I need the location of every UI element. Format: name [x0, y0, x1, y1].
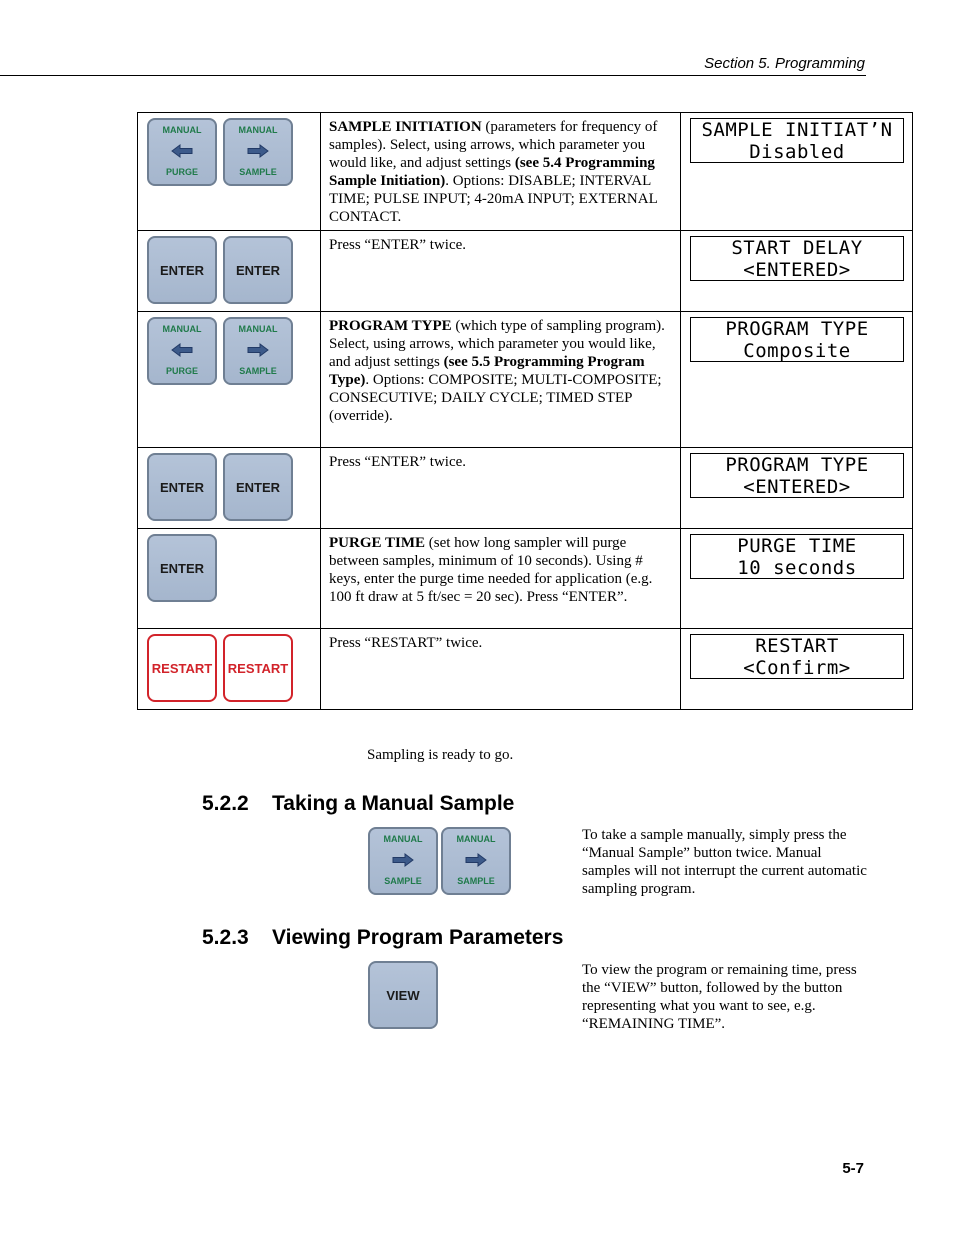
section-body: To view the program or remaining time, press the “VIEW” button, followed by the button representing what you want to see, e.g. “REMAINING TIME”. [582, 962, 857, 1032]
after-table-text: Sampling is ready to go. [367, 747, 514, 763]
key-bottom-label: SAMPLE [457, 876, 495, 886]
view-key[interactable]: VIEW [368, 961, 438, 1029]
manual-purge-key[interactable] [147, 317, 217, 385]
key-top-label: MANUAL [162, 125, 202, 135]
manual-sample-keys [368, 827, 511, 895]
step-description: PROGRAM TYPE (which type of sampling program). Select, using arrows, which parameter you would like, and adjust settings (see 5.5 Programming Program Type). Options: COMPOSITE; MULTI-COMPOSITE; CONSECUTIVE; DAILY CYCLE; TIMED STEP (override). [321, 312, 681, 448]
step-description: Press “ENTER” twice. [321, 448, 681, 529]
table-row [138, 113, 913, 231]
manual-purge-key[interactable] [147, 118, 217, 186]
lcd-display: PURGE TIME 10 seconds [690, 534, 904, 579]
key-bottom-label: PURGE [165, 167, 198, 177]
page-number: 5-7 [842, 1160, 864, 1177]
lcd-display: PROGRAM TYPE <ENTERED> [690, 453, 904, 498]
key-bottom-label: SAMPLE [384, 876, 422, 886]
manual-sample-key[interactable] [368, 827, 438, 895]
arrow-left-icon [170, 342, 194, 358]
step-description: Press “RESTART” twice. [321, 629, 681, 710]
lcd-display: SAMPLE INITIAT’N Disabled [690, 118, 904, 163]
lcd-display: RESTART <Confirm> [690, 634, 904, 679]
step-description: Press “ENTER” twice. [321, 231, 681, 312]
arrow-right-icon [391, 852, 415, 868]
enter-key[interactable]: ENTER [223, 236, 293, 304]
key-bottom-label: PURGE [165, 366, 198, 376]
lcd-display: PROGRAM TYPE Composite [690, 317, 904, 362]
table-row [138, 629, 913, 710]
section-title: Taking a Manual Sample [272, 792, 515, 815]
table-row [138, 529, 913, 629]
step-description: SAMPLE INITIATION (parameters for frequency of samples). Select, using arrows, which parameter you would like, and adjust settings (see 5.4 Programming Sample Initiation). Options: DISABLE; INTERVAL TIME; PULSE INPUT; 4-20mA INPUT; EXTERNAL CONTACT. [321, 113, 681, 231]
key-top-label: MANUAL [238, 125, 278, 135]
key-top-label: MANUAL [238, 324, 278, 334]
manual-sample-key[interactable] [223, 317, 293, 385]
restart-key[interactable]: RESTART [147, 634, 217, 702]
table-row [138, 231, 913, 312]
key-top-label: MANUAL [456, 834, 496, 844]
step-description: PURGE TIME (set how long sampler will purge between samples, minimum of 10 seconds). Using # keys, enter the purge time needed for application (e.g. 100 ft draw at 5 ft/sec = 20 sec). Press “ENTER”. [321, 529, 681, 629]
section-heading [202, 926, 563, 950]
enter-key[interactable]: ENTER [147, 236, 217, 304]
header-rule [0, 75, 866, 76]
enter-key[interactable]: ENTER [147, 534, 217, 602]
lcd-display: START DELAY <ENTERED> [690, 236, 904, 281]
section-body: To take a sample manually, simply press the “Manual Sample” button twice. Manual samples will not interrupt the current automatic sampling program. [582, 827, 867, 897]
arrow-left-icon [170, 143, 194, 159]
running-head: Section 5. Programming [704, 55, 865, 72]
restart-key[interactable]: RESTART [223, 634, 293, 702]
arrow-right-icon [246, 143, 270, 159]
section-number: 5.2.2 [202, 792, 249, 815]
arrow-right-icon [464, 852, 488, 868]
manual-sample-key[interactable] [441, 827, 511, 895]
table-row [138, 312, 913, 448]
enter-key[interactable]: ENTER [147, 453, 217, 521]
arrow-right-icon [246, 342, 270, 358]
section-number: 5.2.3 [202, 926, 249, 949]
table-row [138, 448, 913, 529]
key-top-label: MANUAL [162, 324, 202, 334]
key-bottom-label: SAMPLE [239, 366, 277, 376]
key-bottom-label: SAMPLE [239, 167, 277, 177]
section-title: Viewing Program Parameters [272, 926, 564, 949]
enter-key[interactable]: ENTER [223, 453, 293, 521]
key-top-label: MANUAL [383, 834, 423, 844]
programming-steps-table [137, 112, 913, 710]
section-heading [202, 792, 514, 816]
manual-sample-key[interactable] [223, 118, 293, 186]
